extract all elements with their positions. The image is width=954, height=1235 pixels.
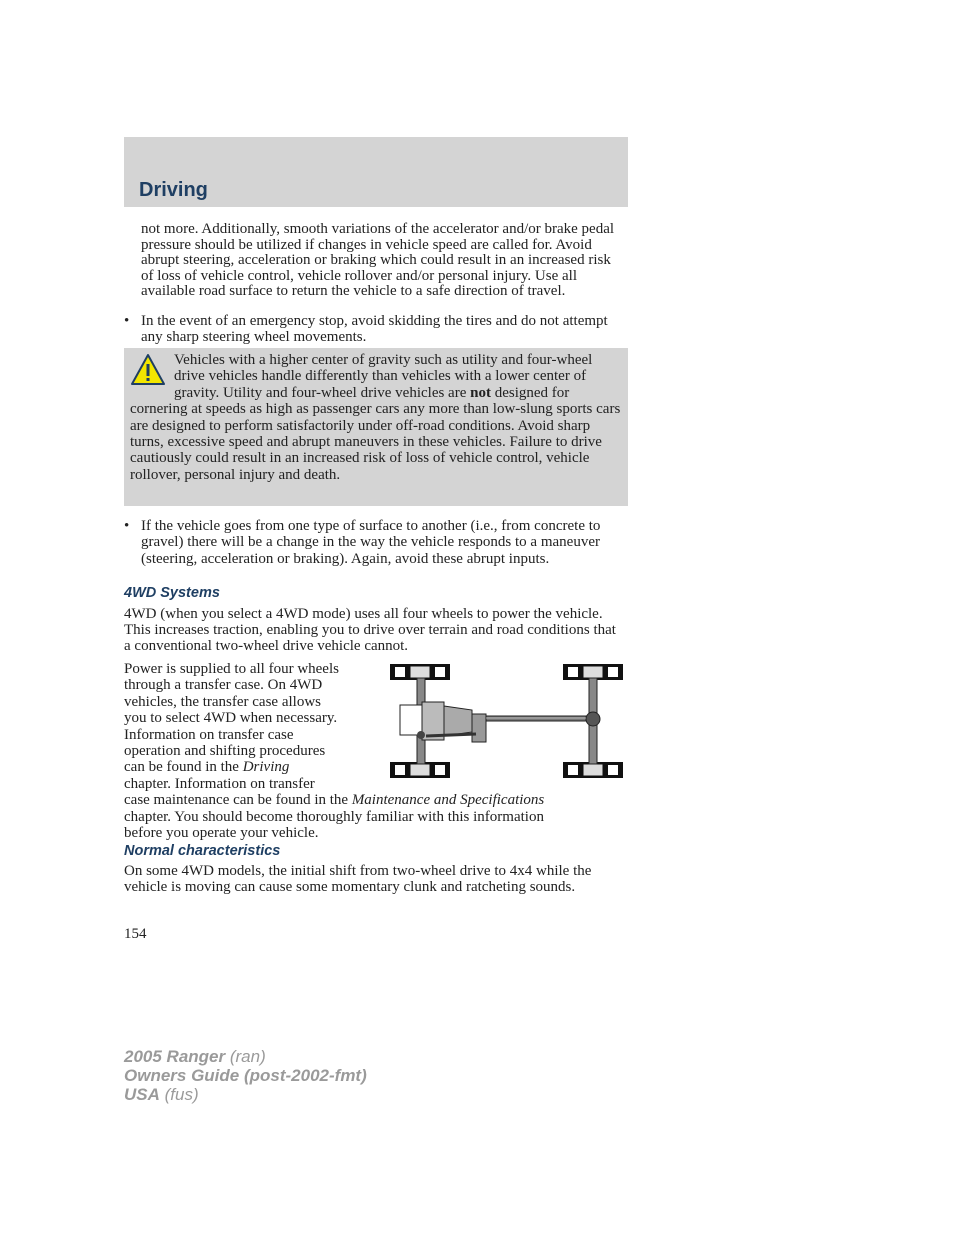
warning-triangle-icon [130, 353, 166, 387]
text-line: Power is supplied to all four wheels [124, 661, 339, 677]
footer-market-code: (fus) [159, 1085, 199, 1104]
footer-model-code: (ran) [225, 1047, 266, 1066]
differential [586, 712, 600, 726]
text-line: chapter. Information on transfer [124, 775, 315, 792]
footer-model: 2005 Ranger [124, 1047, 226, 1066]
text-line: you to select 4WD when necessary. [124, 710, 338, 727]
bullet-icon: • [124, 313, 130, 329]
bullet-text: If the vehicle goes from one type of surface to another (i.e., from concrete to gravel) there will be a change in the way the vehicle responds to a maneuver (steering, acceleration or braking). Again, avoid these abrupt inputs. [141, 518, 601, 567]
footer-line [124, 1047, 367, 1066]
text-line: operation and shifting procedures [124, 743, 326, 760]
text-line: chapter. You should become thoroughly familiar with this information [124, 808, 544, 825]
driveshaft [426, 734, 476, 736]
transfer-case [472, 714, 486, 742]
bullet-icon: • [124, 518, 130, 534]
engine [400, 705, 422, 735]
text-line: Information on transfer case [124, 726, 294, 743]
intro-paragraph: not more. Additionally, smooth variations of the accelerator and/or brake pedal pressure should be utilized if changes in vehicle speed are called for. Avoid abrupt steering, acceleration or braking which could result in an increased risk of loss of vehicle control, vehicle rollover and/or personal injury. Use all available road surface to return the vehicle to a safe direction of travel. [141, 221, 615, 299]
driveshaft [486, 716, 586, 721]
text-line: before you operate your vehicle. [124, 825, 319, 842]
paragraph-4wd-intro: 4WD (when you select a 4WD mode) uses all four wheels to power the vehicle. This increases traction, enabling you to drive over terrain and road conditions that a conventional two-wheel drive vehicle cannot. [124, 606, 616, 655]
differential [417, 731, 425, 739]
list-item [124, 314, 628, 345]
transmission [444, 706, 472, 736]
warning-text-part2: designed for cornering at speeds as high as passenger cars any more than low-slung sports cars are designed to perform satisfactorily under off-road conditions. Avoid sharp turns, excessive speed and abrupt maneuvers in these vehicles. Failure to drive cautiously could result in an increased risk of loss of vehicle control, vehicle rollover, personal injury and death. [130, 384, 621, 483]
subheading-4wd-systems: 4WD Systems [124, 585, 220, 601]
footer-guide-title: Owners Guide (post-2002-fmt) [124, 1066, 367, 1085]
list-item [124, 518, 628, 567]
section-title: Driving [139, 179, 208, 201]
text-span: case maintenance can be found in the [124, 792, 352, 809]
section-header [124, 137, 628, 207]
warning-bold-word: not [470, 384, 491, 401]
driving-chapter-reference: Driving [242, 759, 290, 776]
footer-line [124, 1085, 367, 1104]
text-line: vehicles, the transfer case allows [124, 693, 321, 710]
warning-text [130, 352, 622, 483]
subheading-normal-characteristics: Normal characteristics [124, 843, 281, 859]
text-span: can be found in the [124, 759, 243, 776]
footer-line [124, 1066, 367, 1085]
drivetrain-diagram-icon [388, 662, 624, 780]
text-line: through a transfer case. On 4WD [124, 677, 323, 694]
paragraph-normal-characteristics: On some 4WD models, the initial shift from two-wheel drive to 4x4 while the vehicle is moving can cause some momentary clunk and ratcheting sounds. [124, 863, 592, 896]
warning-box [124, 348, 628, 506]
warning-text-part1: Vehicles with a higher center of gravity such as utility and four-wheel drive vehicles handle differently than vehicles with a lower center of gravity. Utility and four-wheel drive vehicles are [174, 352, 593, 401]
text-line [124, 792, 628, 808]
document-footer [124, 1047, 367, 1104]
page-number: 154 [124, 926, 147, 942]
footer-market: USA [124, 1085, 160, 1104]
maintenance-chapter-reference: Maintenance and Specifications [351, 792, 545, 809]
bullet-text: In the event of an emergency stop, avoid skidding the tires and do not attempt any sharp steering wheel movements. [141, 313, 608, 345]
